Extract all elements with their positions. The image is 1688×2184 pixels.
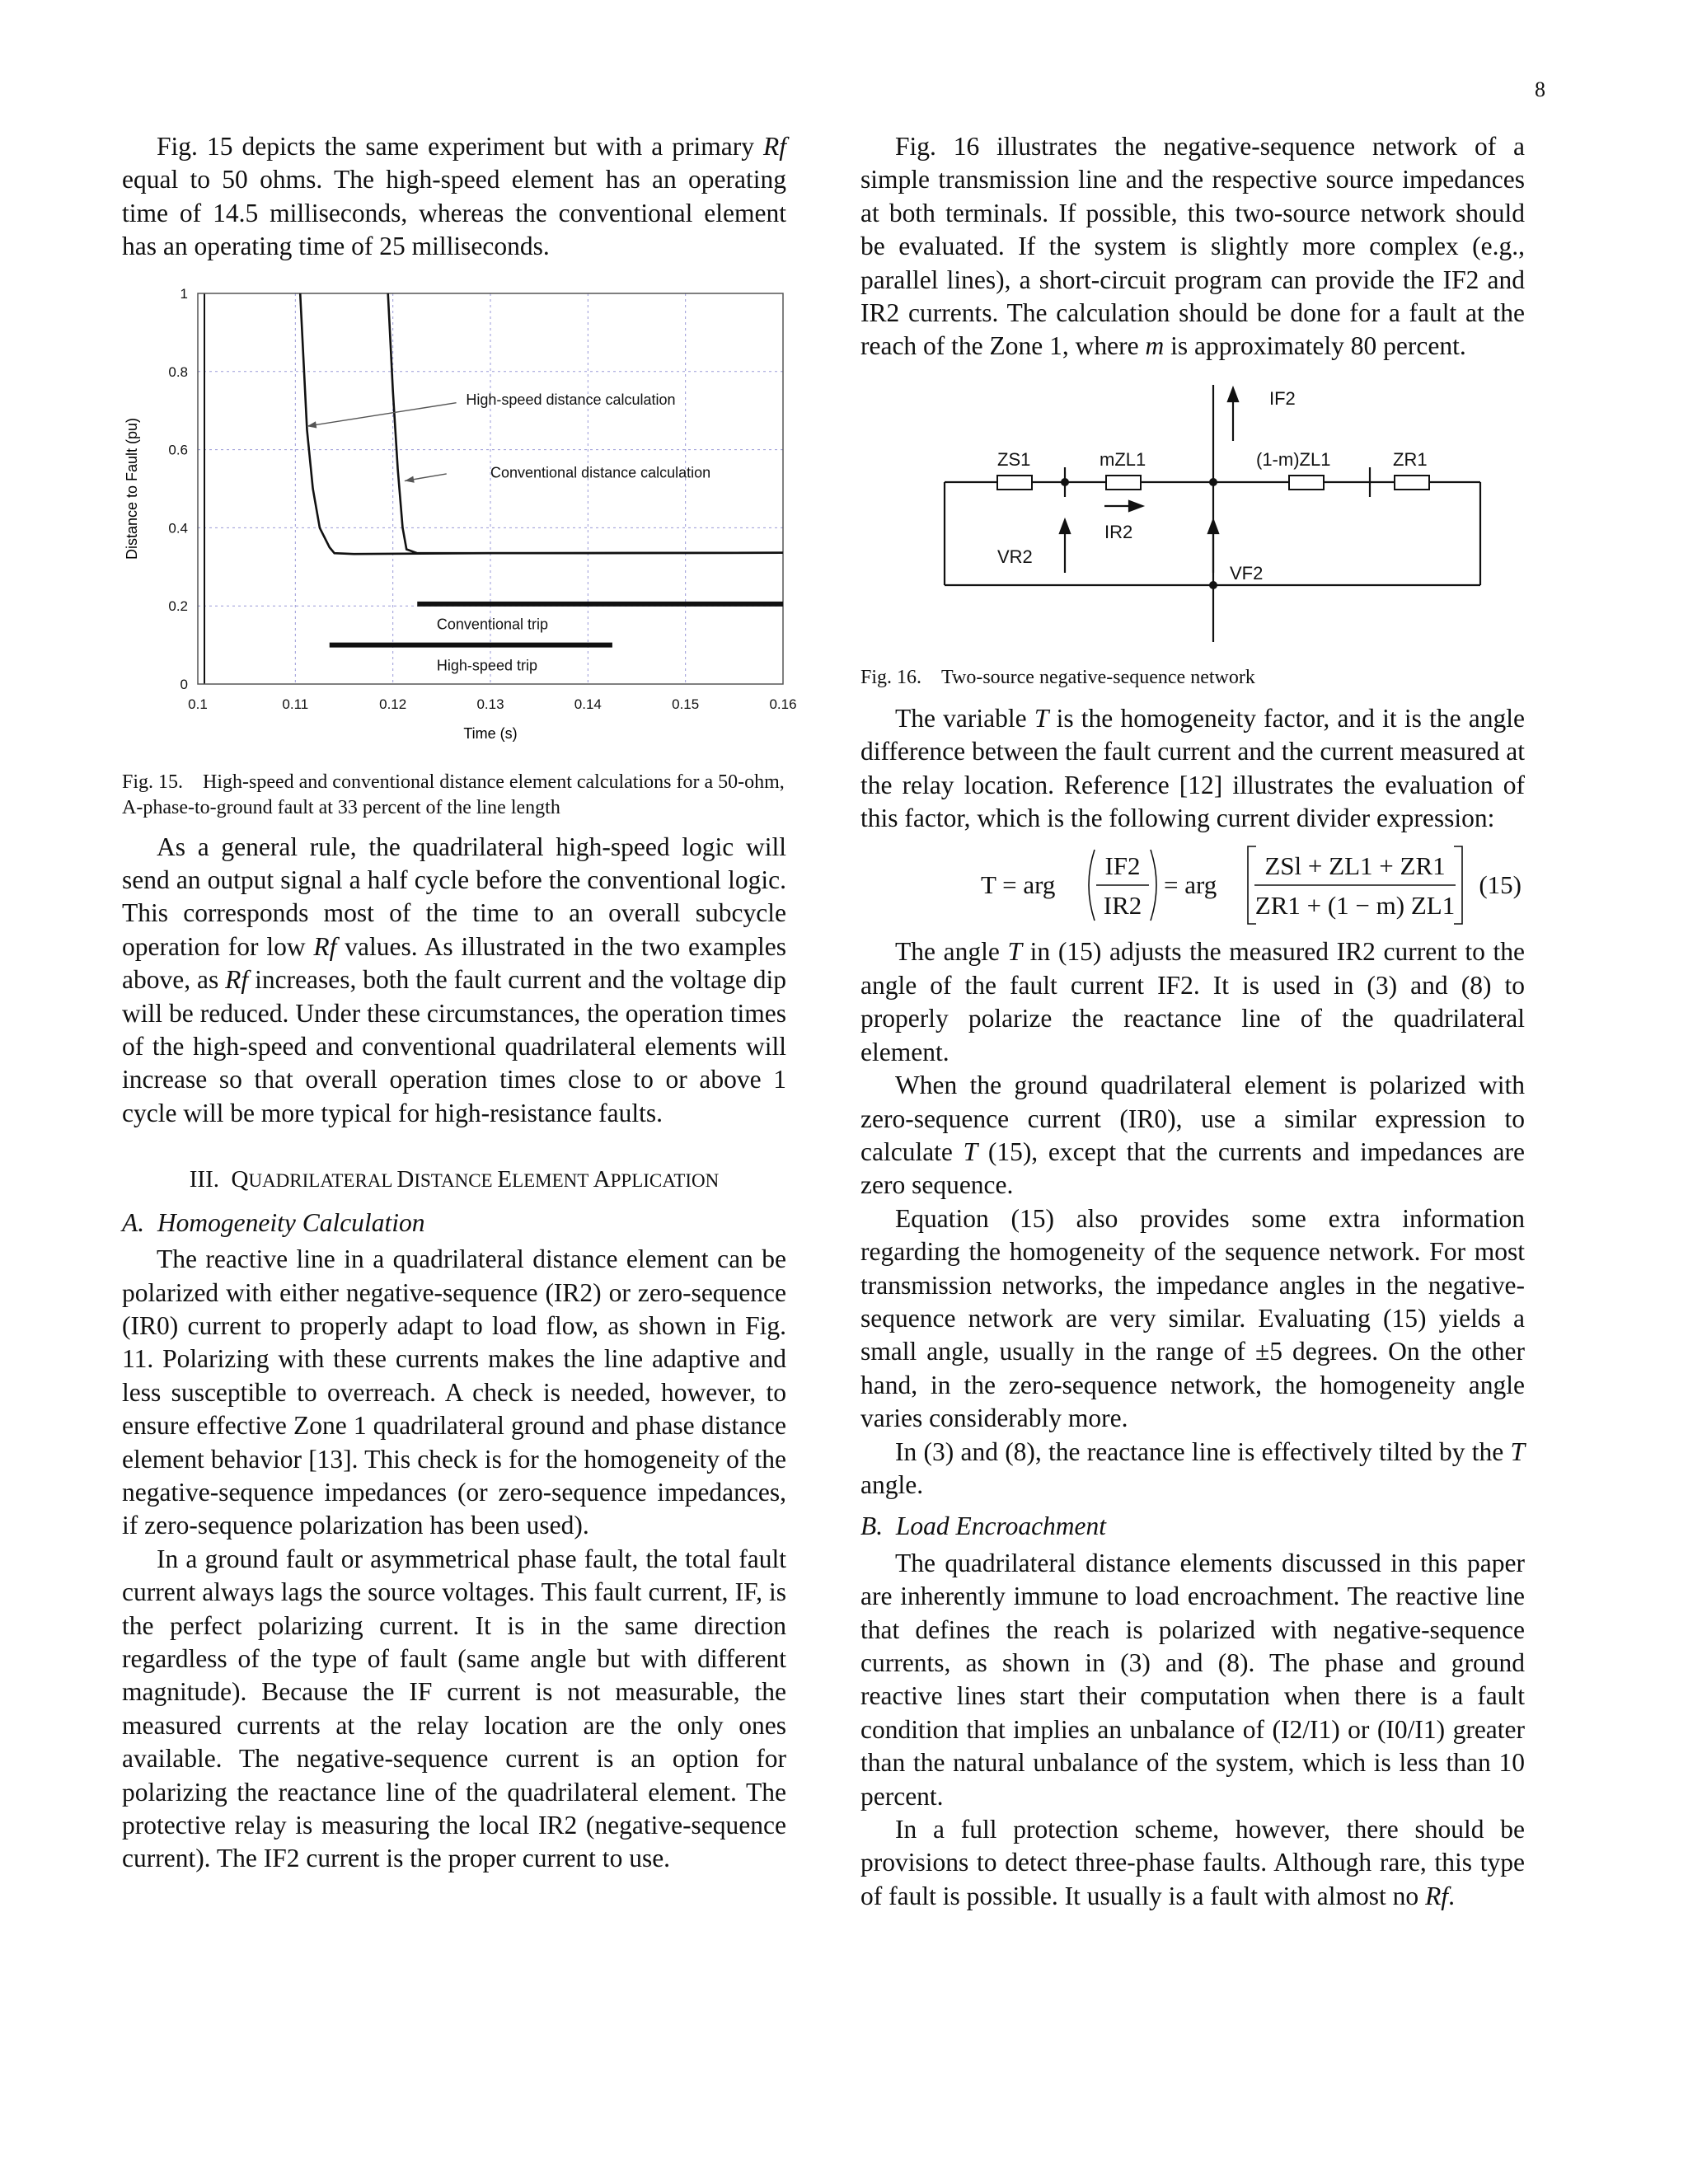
chart-x-tick-label: 0.16 (769, 696, 797, 712)
chart-y-ticks (168, 286, 188, 692)
node-relay (1061, 478, 1069, 486)
text-span: LEMENT (512, 1170, 593, 1192)
chart-x-tick-label: 0.11 (282, 696, 309, 712)
text-italic: T (1034, 703, 1049, 733)
chart-annotation-arrowhead (307, 421, 317, 428)
eq-den2: ZR1 + (1 − m) ZL1 (1254, 891, 1456, 921)
impedance-mzl1 (1106, 476, 1141, 490)
chart-y-tick-label: 0.4 (168, 520, 188, 537)
chart-annotation-label: Conventional trip (436, 616, 549, 633)
eq-num2: ZSl + ZL1 + ZR1 (1264, 851, 1446, 881)
chart-x-ticks (188, 696, 796, 712)
chart-x-tick-label: 0.13 (476, 696, 504, 712)
arrow-ir2-head (1129, 501, 1142, 511)
chart-y-tick-label: 0.8 (168, 363, 188, 380)
subsection-heading-a (122, 1207, 786, 1240)
eq-lhs: T = arg (981, 870, 1056, 900)
paragraph-load-encroachment: The quadrilateral distance elements discussed in this paper are inherently immune to load encroachment. The reactive line that defines the reach is polarized with negative-sequence currents, as shown in (3) and (8). The phase and ground reactive lines start their computation when there is a fault condition that implies an unbalance of (I2/I1) or (I0/I1) greater than the natural unbalance of the system, which is less than 10 percent. (860, 1548, 1525, 1811)
chart-x-axis-label: Time (s) (463, 724, 518, 742)
text-span: in (15) adjusts the measured IR2 current to the angle of the fault current IF2. It is used in (3) and (8) to properly polarize the reactance line of the quadrilateral element. (860, 937, 1525, 1066)
eq-paren-left (1089, 850, 1095, 921)
fig15-chart (99, 282, 797, 760)
node-fault-bottom (1209, 581, 1217, 589)
text-span: is the homogeneity factor, and it is the angle difference between the fault current and the current measured at the relay location. Reference [12] illustrates the evaluation of this factor, which is the following current divider expression: (860, 703, 1525, 833)
text-italic: Rf (313, 931, 337, 961)
text-span: equal to 50 ohms. The high-speed element has an operating time of 14.5 milliseconds, whereas the conventional element has an operating time of 25 milliseconds. (122, 165, 786, 261)
eq-number: (15) (1479, 870, 1522, 900)
subsection-title: Load Encroachment (895, 1511, 1107, 1541)
eq-mid: = arg (1164, 870, 1217, 900)
paragraph-ground-fault: In a ground fault or asymmetrical phase fault, the total fault current always lags the source voltages. This fault current, IF, is the perfect polarizing current. It is in the same direction regardless of the type of fault (same angle but with different magnitude). Because the IF current is not measurable, the measured currents at the relay location are the only ones available. The negative-sequence current is an option for polarizing the reactance line of the quadrilateral element. The protective relay is measuring the local IR2 (negative-sequence current). The IF2 current is the proper current to use. (122, 1544, 786, 1873)
text-span: is approximately 80 percent. (1164, 331, 1466, 361)
fig16-caption: Fig. 16. Two-source negative-sequence network (860, 666, 1255, 688)
text-span: The angle (895, 937, 1008, 967)
text-span: The variable (895, 703, 1034, 733)
chart-y-tick-label: 0 (180, 676, 188, 692)
figure-16 (860, 385, 1525, 649)
eq-num1: IF2 (1104, 851, 1141, 881)
text-span: values. As illustrated in the two examples above, as (122, 931, 786, 995)
chart-trip-bars (330, 603, 783, 644)
chart-x-tick-label: 0.1 (188, 696, 208, 712)
paragraph-tilted (860, 1436, 1525, 1502)
label-1-m-zl1: (1-m)ZL1 (1256, 448, 1331, 470)
paragraph-fig15-intro (122, 130, 786, 264)
right-column (860, 130, 1525, 1913)
arrow-vf2-head (1208, 520, 1218, 533)
text-span: UADRILATERAL (248, 1170, 397, 1192)
chart-annotation-label: Conventional distance calculation (490, 464, 711, 481)
text-italic: Rf (1425, 1881, 1449, 1910)
label-vf2: VF2 (1230, 562, 1264, 583)
fig16-network-diagram (860, 385, 1525, 649)
chart-annotations (307, 391, 711, 673)
text-italic: m (1145, 331, 1165, 361)
text-span: Fig. 16 illustrates the negative-sequence network of a simple transmission line and the respective source impedances at both terminals. If possible, this two-source network should be evaluated. If the system is slightly more complex (e.g., parallel lines), a short-circuit program can provide the IF2 and IR2 currents. The calculation should be done for a fault at the reach of the Zone 1, where (860, 132, 1525, 361)
subsection-heading-b (860, 1510, 1525, 1543)
paragraph-homogeneity-factor (860, 702, 1525, 836)
page-number: 8 (1535, 77, 1545, 101)
text-span: A (593, 1166, 611, 1193)
text-span: E (497, 1166, 513, 1193)
text-italic: T (1510, 1436, 1525, 1466)
label-mzl1: mZL1 (1100, 448, 1146, 470)
paragraph-reactive-line: The reactive line in a quadrilateral distance element can be polarized with either negative-sequence (IR2) or zero-sequence (IR0) current to properly adapt to load flow, as shown in Fig. 11. Polarizing with these currents makes the line adaptive and less susceptible to overreach. A check is needed, however, to ensure effective Zone 1 quadrilateral ground and phase distance element behavior [13]. This check is for the homogeneity of the negative-sequence impedances (or zero-sequence impedances, if zero-sequence polarization has been used). (122, 1244, 786, 1540)
text-italic: Rf (225, 965, 249, 995)
paragraph-three-phase (860, 1813, 1525, 1913)
eq-den1: IR2 (1103, 891, 1142, 921)
chart-annotation-arrowhead (405, 476, 415, 482)
text-span: D (396, 1166, 415, 1193)
text-span: increases, both the fault current and the voltage dip will be reduced. Under these circumstances, the operation times of the high-speed and conventional quadrilateral elements will increase so that overall operation times close to or above 1 cycle will be more typical for high-resistance faults. (122, 965, 786, 1127)
chart-x-tick-label: 0.15 (672, 696, 700, 712)
text-span: PPLICATION (610, 1170, 720, 1192)
chart-y-axis-label: Distance to Fault (pu) (124, 417, 140, 560)
text-span: In (3) and (8), the reactance line is effectively tilted by the (895, 1436, 1511, 1466)
series-line-conventional (388, 293, 783, 553)
text-span: angle. (860, 1469, 924, 1499)
subsection-number: A. (122, 1207, 157, 1237)
figure-15 (99, 282, 797, 760)
chart-y-tick-label: 0.2 (168, 598, 188, 614)
label-vr2: VR2 (997, 546, 1033, 567)
node-fault-top (1209, 478, 1217, 486)
text-span: . (1448, 1881, 1455, 1910)
chart-annotation-arrow (307, 402, 457, 425)
chart-x-tick-label: 0.14 (574, 696, 602, 712)
label-zr1: ZR1 (1393, 448, 1428, 470)
impedance-zr1 (1395, 476, 1429, 490)
arrow-if2-head (1228, 388, 1238, 401)
text-span: When the ground quadrilateral element is polarized with zero-sequence current (IR0), use a similar expression to calculate (860, 1071, 1525, 1166)
section-heading-iii (122, 1163, 786, 1197)
text-span: ISTANCE (414, 1170, 498, 1192)
left-column (122, 130, 797, 1876)
chart-y-tick-label: 0.6 (168, 442, 188, 458)
text-span: As a general rule, the quadrilateral high-speed logic will send an output signal a half cycle before the conventional logic. This corresponds most of the time to an overall subcycle operation for low (122, 832, 786, 961)
chart-x-tick-label: 0.12 (379, 696, 407, 712)
paragraph-general-rule (122, 831, 786, 1131)
text-italic: T (963, 1137, 978, 1166)
paragraph-zero-sequence (860, 1069, 1525, 1202)
equation-15-svg (860, 835, 1525, 935)
label-ir2: IR2 (1104, 521, 1133, 542)
subsection-number: B. (860, 1511, 896, 1541)
equation-15 (860, 835, 1525, 935)
series-line-high-speed (300, 293, 783, 554)
chart-series-group (300, 293, 783, 554)
arrow-vr2-head (1060, 520, 1070, 533)
section-number: III. (189, 1166, 232, 1193)
text-span: In a full protection scheme, however, there should be provisions to detect three-phase faults. Although rare, this type of fault is possible. It usually is a fault with almost no (860, 1815, 1525, 1910)
impedance-zs1 (997, 476, 1032, 490)
impedance-1-m-zl1 (1289, 476, 1324, 490)
text-span: Fig. 15 depicts the same experiment but with a primary (157, 132, 763, 161)
paragraph-fig16-intro (860, 130, 1525, 363)
chart-y-tick-label: 1 (180, 285, 188, 302)
chart-annotation-label: High-speed trip (436, 657, 537, 674)
text-span: (15), except that the currents and impedances are zero sequence. (860, 1137, 1525, 1200)
paragraph-equation-info: Equation (15) also provides some extra information regarding the homogeneity of the sequence network. For most transmission networks, the impedance angles in the negative-sequence network are very similar. Evaluating (15) yields a small angle, usually in the range of ±5 degrees. On the other hand, in the zero-sequence network, the homogeneity angle varies considerably more. (860, 1203, 1525, 1433)
label-if2: IF2 (1269, 387, 1296, 409)
subsection-title: Homogeneity Calculation (157, 1207, 425, 1237)
text-span: Q (231, 1166, 249, 1193)
chart-annotation-label: High-speed distance calculation (466, 391, 676, 408)
fig15-caption: Fig. 15. High-speed and conventional distance element calculations for a 50-ohm, A-phase-to-ground fault at 33 percent of the line length (122, 771, 785, 818)
paragraph-angle-t (860, 935, 1525, 1069)
label-zs1: ZS1 (997, 448, 1031, 470)
eq-paren-right (1151, 850, 1156, 921)
text-italic: T (1007, 937, 1023, 967)
text-italic: Rf (763, 132, 786, 161)
